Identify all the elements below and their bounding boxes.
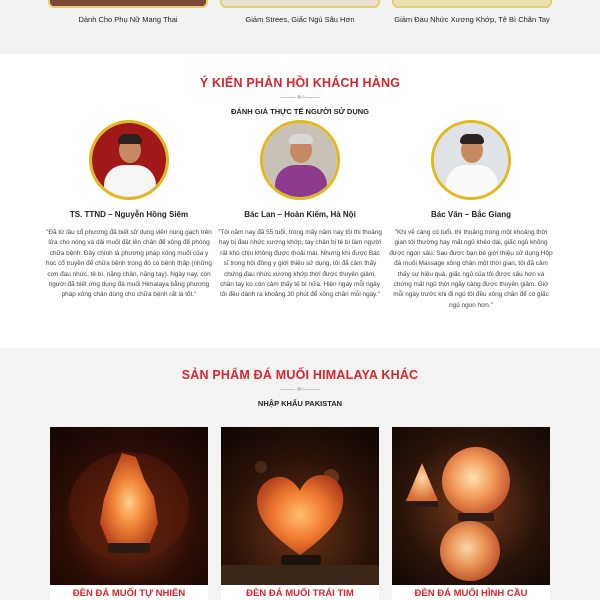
- testimonial-name: Bác Văn – Bắc Giang: [430, 210, 512, 219]
- benefits-strip: [0, 0, 600, 54]
- testimonial-name: Bác Lan – Hoàn Kiếm, Hà Nội: [244, 210, 356, 219]
- avatar: [89, 120, 169, 200]
- product-name[interactable]: ĐÈN ĐÁ MUỐI HÌNH CẦU: [392, 585, 550, 600]
- testimonial-text: "Khi về càng có tuổi, thì thoảng trong một khoảng thời gian tôi thường hay mất ngủ khéo dài, giấc ngủ không được ngon sâu. Sau được bạn bè giới thiệu sử dụng Hộp đá muối Massage xông chân một thời gian, tôi đã cảm thấy sự hiệu quả, giấc ngủ của tôi được sâu hơn và chứng mất ngủ thời ngày càng được thuyên giảm. Giờ mỗi ngày trước khi đi ngủ tôi đều xông chân để có giấc ngủ ngon hơn.": [389, 229, 553, 309]
- feedback-divider: [280, 94, 320, 100]
- avatar: [431, 120, 511, 200]
- product-card-natural-lamp[interactable]: [50, 427, 208, 600]
- feedback-subtitle: ĐÁNH GIÁ THỰC TẾ NGƯỜI SỬ DỤNG: [231, 107, 369, 116]
- testimonial-card: [44, 120, 214, 301]
- product-name[interactable]: ĐÈN ĐÁ MUỐI TỰ NHIÊN: [50, 585, 208, 600]
- avatar: [260, 120, 340, 200]
- benefit-joint-pain[interactable]: [392, 0, 552, 24]
- salt-lamp-sphere-icon: [392, 427, 550, 585]
- testimonial-name: TS. TTND – Nguyễn Hồng Siêm: [69, 210, 189, 219]
- benefit-image: [48, 0, 208, 8]
- benefit-stress[interactable]: [220, 0, 380, 24]
- product-image: [221, 427, 379, 585]
- salt-lamp-heart-icon: [221, 427, 379, 585]
- product-image: [50, 427, 208, 585]
- benefit-pregnant[interactable]: [48, 0, 208, 24]
- products-title: SẢN PHẨM ĐÁ MUỐI HIMALAYA KHÁC: [181, 368, 419, 382]
- benefit-label: Dành Cho Phụ Nữ Mang Thai: [78, 15, 178, 24]
- products-divider: [280, 386, 320, 392]
- products-subtitle: NHẬP KHẨU PAKISTAN: [257, 399, 343, 408]
- testimonial-card: [215, 120, 385, 301]
- benefit-label: Giảm Strees, Giấc Ngủ Sâu Hơn: [245, 15, 355, 24]
- product-card-heart-lamp[interactable]: [221, 427, 379, 600]
- feedback-title: Ý KIẾN PHẢN HỒI KHÁCH HÀNG: [199, 76, 401, 90]
- testimonial-card: [386, 120, 556, 311]
- product-name[interactable]: ĐÈN ĐÁ MUỐI TRÁI TIM: [221, 585, 379, 600]
- salt-lamp-natural-icon: [50, 427, 208, 585]
- product-card-sphere-lamp[interactable]: [392, 427, 550, 600]
- testimonial-text: "Đã từ lâu cổ phương đã biết sử dụng viên nung gạch trên lửa cho nóng và dải muối đặt lên chân để xông để phòng chữa bệnh. Đây chính là phương pháp xông muối của y học cổ truyền để chữa bệnh trong đó có bệnh thấp (những cơn đau nhức, tê bì, nặng chân, nặng tay). Ngày nay, còn người đã biết ứng dụng đá muối Himalaya bằng phương pháp xông chân dùng cho chữa bệnh rất là tốt.": [46, 229, 212, 299]
- benefit-image: [392, 0, 552, 8]
- benefit-image: [220, 0, 380, 8]
- product-image: [392, 427, 550, 585]
- testimonial-text: "Tôi năm nay đã 55 tuổi, trong mấy năm nay tôi thi thoảng hay bị đau nhức xương khớp, tay chân bị tê bì làm người rất khó chịu không được thoải mái. Nhưng khi được Bác sĩ trong hội đồng y giới thiệu sử dụng, tôi đã cảm thấy chứng đau nhức xương khớp thời được thuyên giảm, chân tay ko còn cảm thấy tê bì nữa. Hiện ngay mỗi ngày tôi đều dành ra khoảng 30 phút để xông chân mỗi ngày.": [218, 229, 382, 299]
- benefit-label: Giảm Đau Nhức Xương Khớp, Tê Bì Chân Tay: [394, 15, 550, 24]
